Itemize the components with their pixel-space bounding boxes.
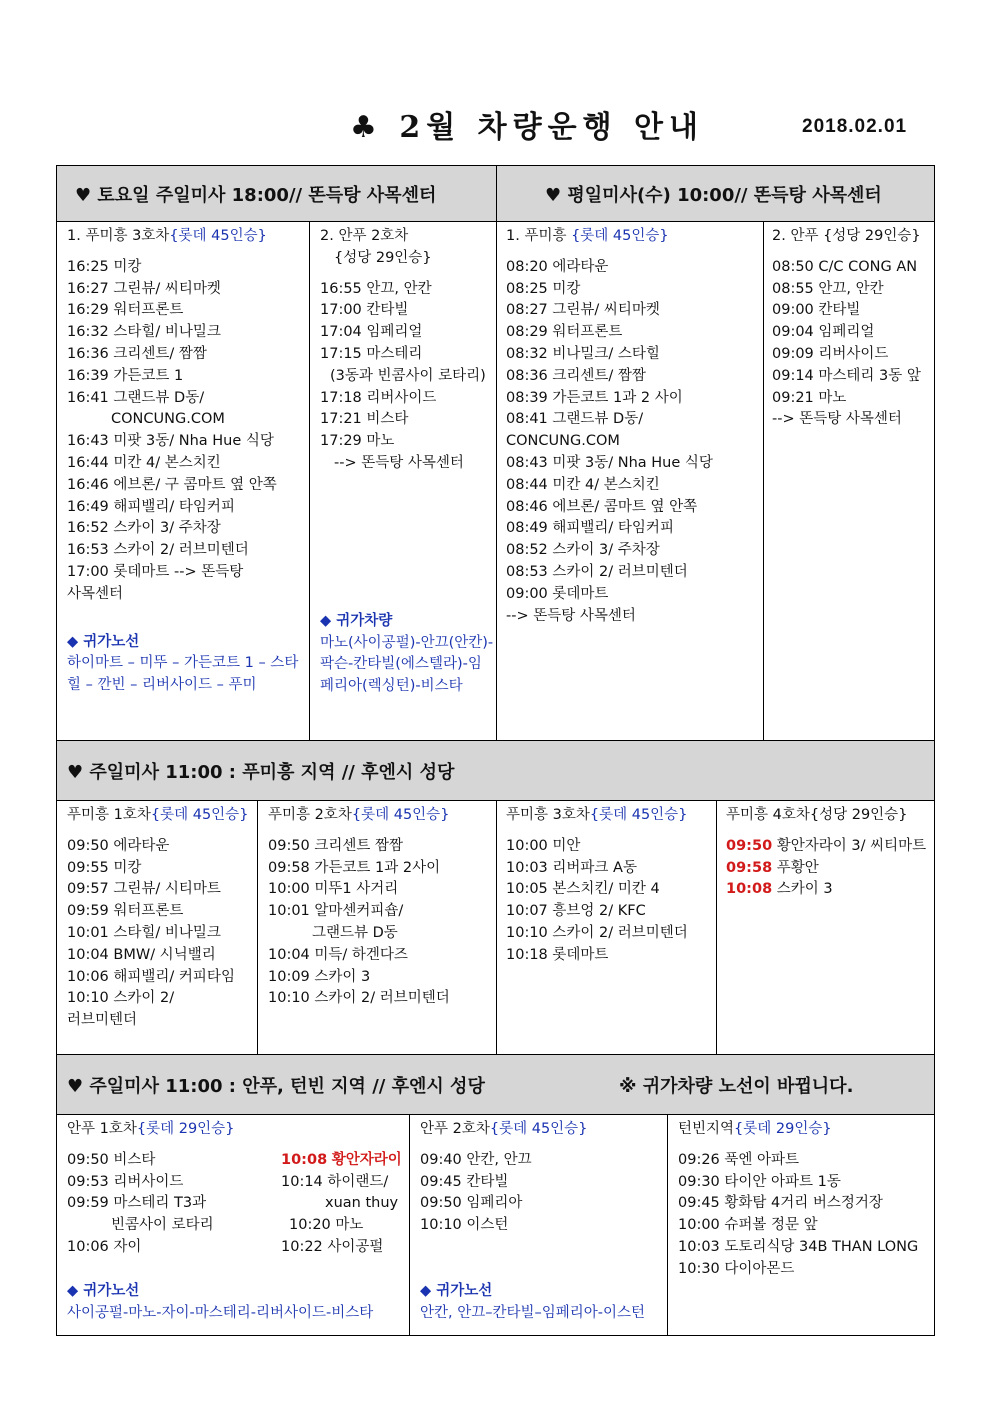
stop-line: 10:09 스카이 3	[268, 968, 371, 985]
stop-line: 16:52 스카이 3/ 주차장	[67, 520, 221, 537]
stop-line: 10:22 사이공펄	[281, 1238, 384, 1255]
stop-line: CONCUNG.COM	[506, 433, 620, 450]
stop-line: 09:04 임페리얼	[772, 324, 875, 341]
stop-line: 17:00 칸타빌	[320, 302, 409, 319]
stop-line: 08:27 그린뷰/ 씨티마켓	[506, 302, 660, 319]
bus-column-anphu-1	[57, 1115, 410, 1335]
stop-line: 08:29 워터프론트	[506, 324, 623, 341]
stop-line: 09:50 에라타운	[67, 837, 170, 854]
stop-line: 08:55 안끄, 안칸	[772, 280, 884, 297]
bus-column-anphu-2	[310, 222, 497, 740]
stop-line: 16:36 크리센트/ 짬짬	[67, 345, 207, 362]
bus-capacity: {롯데 45인승}	[351, 807, 450, 823]
stop-line: 10:04 미득/ 하겐다즈	[268, 946, 408, 963]
page-title: ♣ 2월 차량운행 안내	[350, 110, 704, 145]
stop-line: 16:32 스타힐/ 비나밀크	[67, 324, 221, 341]
bus-capacity: {성당 29인승}	[334, 249, 432, 266]
bus-title: 안푸 1호차	[67, 1121, 137, 1137]
stop-line: 08:43 미팟 3동/ Nha Hue 식당	[506, 454, 713, 471]
stop-line: 16:29 워터프론트	[67, 302, 184, 319]
stop-line: 09:50 임페리아	[420, 1195, 523, 1212]
return-route-title: ◆ 귀가노선	[420, 1282, 493, 1299]
stop-line: 17:18 리버사이드	[320, 389, 437, 406]
stop-line: 08:44 미칸 4/ 본스치킨	[506, 476, 660, 493]
stop-line: CONCUNG.COM	[111, 411, 225, 428]
stop-line: 08:50 C/C CONG AN	[772, 258, 918, 275]
stop-line: 10:00 슈퍼볼 정문 앞	[678, 1217, 818, 1234]
bus-column-weekday-phumyhung	[497, 222, 764, 740]
stop-line: 10:08 스카이 3	[726, 881, 833, 898]
stop-line: --> 똔득탕 사목센터	[334, 454, 464, 471]
stop-line: 러브미텐더	[67, 1012, 138, 1029]
stop-line: 16:44 미칸 4/ 본스치킨	[67, 454, 221, 471]
bus-column-phumyhung-2	[258, 801, 497, 1054]
bus-title: 1. 푸미흥 3호차	[67, 228, 170, 244]
bus-title: 푸미흥 4호차	[726, 807, 810, 823]
stop-line: 09:40 안칸, 안끄	[420, 1151, 532, 1168]
stop-line: 08:41 그랜드뷰 D동/	[506, 411, 644, 428]
stop-line: 17:21 비스타	[320, 411, 409, 428]
bus-title: 안푸 2호차	[420, 1121, 490, 1137]
return-route-title: ◆ 귀가노선	[67, 633, 140, 650]
stop-line: 10:07 흥브엉 2/ KFC	[506, 903, 646, 920]
return-route-title: ◆ 귀가노선	[67, 1282, 140, 1299]
stop-line: 09:50 비스타	[67, 1151, 156, 1168]
stop-line: 10:10 스카이 2/ 러브미텐더	[268, 990, 450, 1007]
stop-line: 09:45 황화탐 4거리 버스정거장	[678, 1195, 883, 1212]
document-date: 2018.02.01	[802, 116, 908, 137]
stop-line: 09:57 그린뷰/ 시티마트	[67, 881, 221, 898]
stop-line: 빈콤사이 로타리	[111, 1217, 214, 1234]
weekday-mass-header: ♥ 평일미사(수) 10:00// 똔득탕 사목센터	[497, 166, 934, 222]
return-route-line: 팍슨-칸타빌(에스텔라)-임	[320, 656, 482, 673]
bus-column-phumyhung-3-sunday	[497, 801, 717, 1054]
bus-column-thanhbinh	[668, 1115, 934, 1335]
stop-line: --> 똔득탕 사목센터	[506, 607, 636, 624]
stop-line: xuan thuy	[325, 1195, 399, 1212]
stop-line: 08:49 해피밸리/ 타임커피	[506, 520, 674, 537]
bus-title: 2. 안푸 2호차	[320, 228, 409, 244]
stop-line: 10:06 해피밸리/ 커피타임	[67, 968, 235, 985]
saturday-weekday-section	[56, 165, 935, 741]
bus-title: 턴빈지역	[678, 1121, 735, 1137]
bus-column-phumyhung-4	[717, 801, 934, 1054]
stop-line: 10:04 BMW/ 시닉밸리	[67, 946, 216, 963]
stop-line: 09:50 황안자라이 3/ 씨티마트	[726, 837, 927, 854]
bus-column-weekday-anphu	[764, 222, 934, 740]
bus-capacity: {롯데 45인승}	[489, 1121, 588, 1137]
stop-line: 08:36 크리센트/ 짬짬	[506, 367, 646, 384]
return-route-line: 페리아(렉싱턴)-비스타	[320, 678, 463, 695]
bus-capacity: {롯데 45인승}	[571, 228, 669, 244]
stop-line: (3동과 빈콤사이 로타리)	[330, 367, 486, 384]
stop-line: 09:00 칸타빌	[772, 302, 861, 319]
stop-line: 10:06 자이	[67, 1238, 142, 1255]
stop-line: 16:27 그린뷰/ 씨티마켓	[67, 280, 221, 297]
stop-line: 17:15 마스테리	[320, 345, 423, 362]
stop-line: 09:59 마스테리 T3과	[67, 1195, 207, 1212]
stop-line: 08:25 미캉	[506, 280, 581, 297]
stop-line: 16:53 스카이 2/ 러브미텐더	[67, 542, 249, 559]
sunday-anphu-header: ♥ 주일미사 11:00 : 안푸, 턴빈 지역 // 후엔시 성당 ※ 귀가차량 노선이 바뀝니다.	[57, 1055, 934, 1115]
stop-line: 16:39 가든코트 1	[67, 367, 184, 384]
sunday-phumyhung-header: ♥ 주일미사 11:00 : 푸미흥 지역 // 후엔시 성당	[57, 741, 934, 801]
stop-line: 10:10 스카이 2/ 러브미텐더	[506, 924, 688, 941]
stop-line: 10:30 다이아몬드	[678, 1260, 795, 1277]
stop-line: 09:58 가든코트 1과 2사이	[268, 859, 441, 876]
stop-line: 10:05 본스치킨/ 미칸 4	[506, 881, 660, 898]
bus-capacity: {롯데 45인승}	[150, 807, 249, 823]
bus-column-anphu-2-sunday	[410, 1115, 668, 1335]
stop-line: 08:20 에라타운	[506, 258, 609, 275]
stop-line: 09:30 타이안 아파트 1동	[678, 1173, 841, 1190]
stop-line: 08:32 비나밀크/ 스타힐	[506, 345, 660, 362]
return-route-line: 안칸, 안끄–칸타빌–임페리아-이스턴	[420, 1304, 646, 1321]
stop-line: 17:29 마노	[320, 433, 395, 450]
stop-line: 09:45 칸타빌	[420, 1173, 509, 1190]
stop-line: 10:14 하이랜드/	[281, 1173, 389, 1190]
stop-line: 09:58 푸황안	[726, 859, 819, 876]
stop-line: 09:21 마노	[772, 389, 847, 406]
stop-line: 10:08 황안자라이	[281, 1151, 402, 1168]
stop-line: 16:55 안끄, 안칸	[320, 280, 432, 297]
stop-line: 10:10 이스턴	[420, 1217, 509, 1234]
stop-line: 16:41 그랜드뷰 D동/	[67, 389, 205, 406]
return-vehicle-title: ◆ 귀가차량	[320, 612, 393, 629]
stop-line: --> 똔득탕 사목센터	[772, 411, 902, 428]
bus-title: 1. 푸미흥	[506, 228, 567, 244]
return-route-line: 하이마트 – 미뚜 – 가든코트 1 – 스타	[67, 655, 299, 672]
stop-line: 09:00 롯데마트	[506, 585, 609, 602]
stop-line: 09:50 크리센트 짬짬	[268, 837, 404, 854]
stop-line: 08:52 스카이 3/ 주차장	[506, 542, 660, 559]
bus-title: 푸미흥 3호차	[506, 807, 590, 823]
bus-column-phumyhung-3	[57, 222, 310, 740]
bus-capacity: {롯데 29인승}	[136, 1121, 235, 1137]
bus-column-phumyhung-1	[57, 801, 258, 1054]
return-route-line: 힐 – 깐빈 – 리버사이드 – 푸미	[67, 677, 257, 694]
stop-line: 사목센터	[67, 585, 124, 602]
stop-line: 09:55 미캉	[67, 859, 142, 876]
bus-title: 푸미흥 1호차	[67, 807, 151, 823]
stop-line: 10:10 스카이 2/	[67, 990, 175, 1007]
stop-line: 10:01 스타힐/ 비나밀크	[67, 924, 221, 941]
stop-list	[67, 257, 309, 606]
bus-capacity: {성당 29인승}	[809, 807, 908, 823]
stop-line: 10:18 롯데마트	[506, 946, 609, 963]
stop-line: 08:39 가든코트 1과 2 사이	[506, 389, 683, 406]
return-route-line: 사이공펄-마노-자이-마스테리-리버사이드-비스타	[67, 1304, 374, 1321]
sunday-anphu-section	[56, 1054, 935, 1336]
stop-line: 10:01 알마센커피숍/	[268, 903, 404, 920]
stop-line: 09:14 마스테리 3동 앞	[772, 367, 921, 384]
stop-line: 08:53 스카이 2/ 러브미텐더	[506, 563, 688, 580]
route-change-notice: ※ 귀가차량 노선이 바뀝니다.	[619, 1075, 854, 1097]
bus-title: 푸미흥 2호차	[268, 807, 352, 823]
stop-line: 17:04 임페리얼	[320, 324, 423, 341]
stop-line: 10:00 미안	[506, 837, 581, 854]
bus-capacity: {롯데 45인승}	[589, 807, 688, 823]
stop-line: 10:00 미뚜1 사거리	[268, 881, 399, 898]
stop-line: 16:25 미캉	[67, 258, 142, 275]
stop-line: 16:43 미팟 3동/ Nha Hue 식당	[67, 433, 274, 450]
return-route-line: 마노(사이공펄)-안끄(안칸)-	[320, 634, 494, 651]
stop-line: 09:53 리버사이드	[67, 1173, 184, 1190]
stop-line: 09:09 리버사이드	[772, 345, 889, 362]
stop-line: 16:46 에브론/ 구 콤마트 옆 안쪽	[67, 476, 277, 493]
stop-line: 10:20 마노	[289, 1217, 364, 1234]
stop-line: 16:49 해피밸리/ 타임커피	[67, 498, 235, 515]
saturday-mass-header: ♥ 토요일 주일미사 18:00// 똔득탕 사목센터	[57, 166, 497, 222]
sunday-phumyhung-section	[56, 740, 935, 1055]
stop-line: 10:03 리버파크 A동	[506, 859, 637, 876]
bus-title: 2. 안푸 {성당 29인승}	[772, 228, 921, 244]
bus-capacity: {롯데 29인승}	[734, 1121, 832, 1137]
stop-line: 09:59 워터프론트	[67, 903, 184, 920]
stop-line: 17:00 롯데마트 --> 똔득탕	[67, 563, 244, 580]
stop-line: 그랜드뷰 D동	[312, 924, 398, 941]
stop-line: 08:46 에브론/ 콤마트 옆 안쪽	[506, 498, 698, 515]
stop-line: 09:26 푹엔 아파트	[678, 1151, 800, 1168]
stop-line: 10:03 도토리식당 34B THAN LONG	[678, 1238, 919, 1255]
bus-capacity: {롯데 45인승}	[169, 228, 267, 244]
